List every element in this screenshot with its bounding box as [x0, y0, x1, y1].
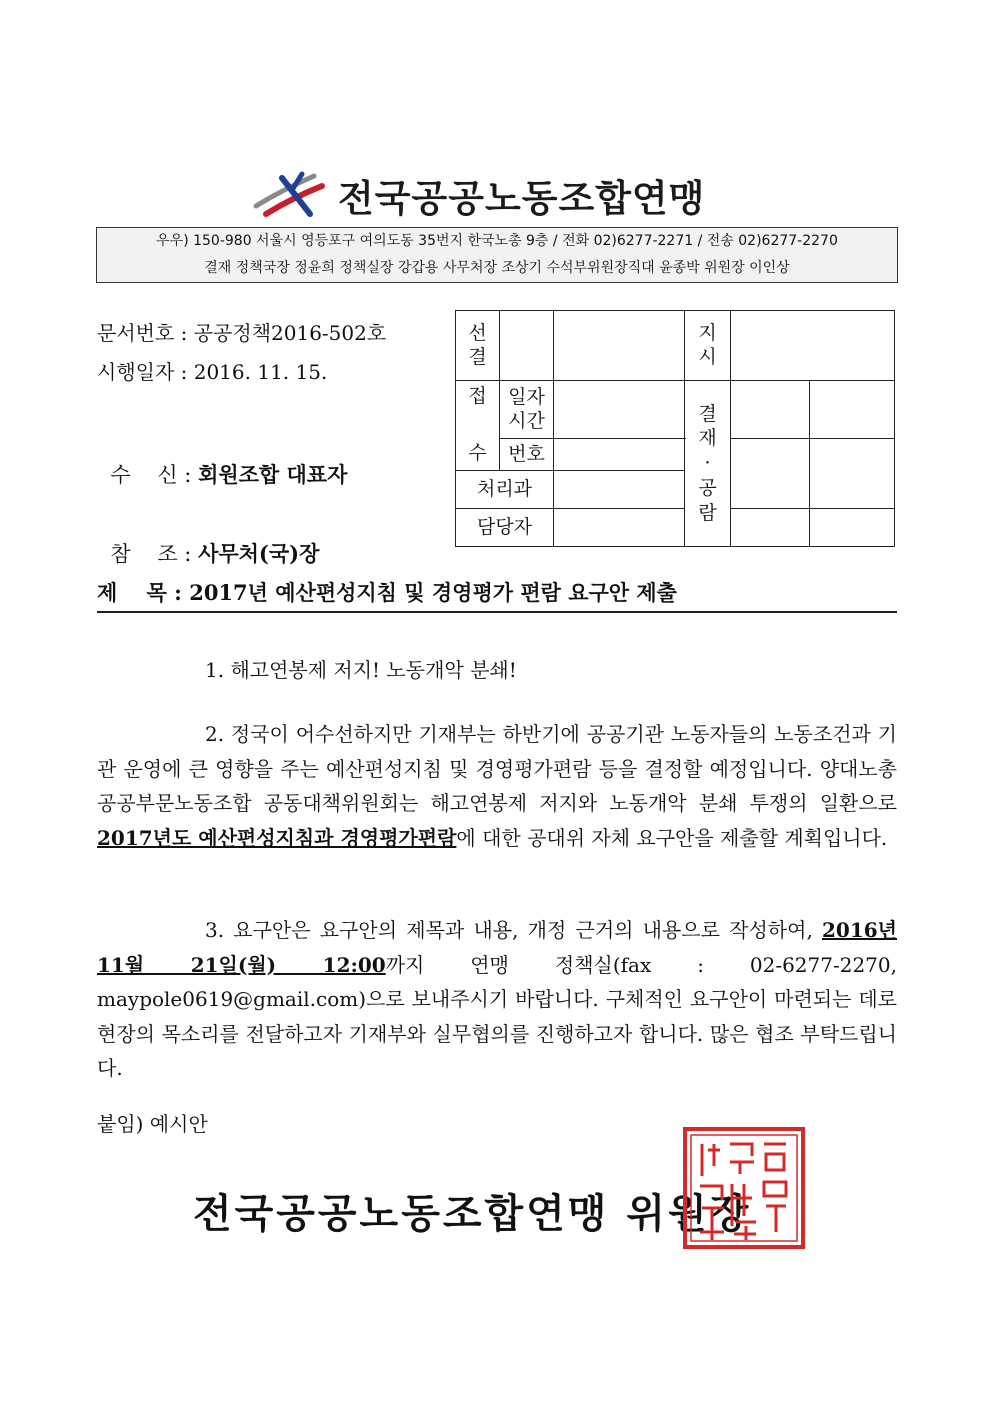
approval-cell — [554, 311, 685, 381]
paragraph-3-deadline: 2016년 11월 21일(월) 12:00 — [97, 918, 897, 977]
approval-cell — [731, 509, 810, 547]
approval-table — [455, 310, 895, 547]
recipient-value: 회원조합 대표자 — [198, 462, 348, 487]
approval-cell — [731, 311, 895, 381]
approval-cell — [731, 381, 810, 439]
subject-text: 2017년 예산편성지침 및 경영평가 편람 요구안 제출 — [189, 580, 677, 605]
jeop-label: 접 — [468, 385, 487, 407]
doc-number — [97, 317, 386, 346]
address-box — [96, 227, 898, 283]
approval-line: 결재 정책국장 정윤희 정책실장 강갑용 사무처장 조상기 수석부위원장직대 윤종박 위원장 이인상 — [204, 260, 790, 276]
approval-cell — [554, 509, 685, 547]
recipient-label: 수 신 : — [110, 463, 199, 487]
ilja-label: 일자 시간 — [500, 381, 554, 439]
jisi-label: 지 시 — [685, 311, 731, 381]
recipient — [97, 435, 347, 489]
approval-cell — [554, 439, 685, 471]
cheorigwa-label: 처리과 — [456, 471, 554, 509]
doc-number-value: 공공정책2016-502호 — [193, 321, 387, 345]
attachment-note: 붙임) 예시안 — [97, 1112, 208, 1136]
subject-label: 제 목 : — [97, 580, 190, 605]
official-seal-icon — [682, 1126, 806, 1250]
paragraph-1: 1. 해고연봉제 저지! 노동개악 분쇄! — [205, 658, 517, 682]
paragraph-3-text: 3. 요구안은 요구안의 제목과 내용, 개정 근거의 내용으로 작성하여, — [205, 918, 813, 942]
signature: 전국공공노동조합연맹 위원장 — [193, 1191, 752, 1237]
seongyeol-label: 선 결 — [456, 311, 500, 381]
paragraph-3 — [97, 913, 897, 1086]
paragraph-2 — [97, 717, 897, 855]
subject — [97, 577, 897, 613]
reference-label: 참 조 : — [110, 542, 199, 566]
approval-cell — [810, 509, 895, 547]
reference-value: 사무처(국)장 — [198, 541, 320, 566]
approval-cell — [810, 439, 895, 509]
damdangja-label: 담당자 — [456, 509, 554, 547]
union-logo-icon — [252, 170, 332, 220]
beonho-label: 번호 — [500, 439, 554, 471]
approval-cell — [500, 311, 554, 381]
org-title: 전국공공노동조합연맹 — [338, 177, 706, 220]
approval-cell — [731, 439, 810, 509]
address-line: 우우) 150-980 서울시 영등포구 여의도동 35번지 한국노총 9층 / 전화 02)6277-2271 / 전송 02)6277-2270 — [156, 233, 838, 249]
paragraph-2-text-end: 에 대한 공대위 자체 요구안을 제출할 계획입니다. — [456, 825, 888, 850]
su-label: 수 — [468, 442, 487, 465]
paragraph-2-highlight: 2017년도 예산편성지침과 경영평가편람 — [97, 825, 457, 850]
issue-date-value: 2016. 11. 15. — [193, 360, 328, 384]
approval-cell — [554, 471, 685, 509]
issue-date-label: 시행일자 : — [97, 360, 194, 384]
paragraph-2-text: 2. 정국이 어수선하지만 기재부는 하반기에 공공기관 노동자들의 노동조건과 기관 운영에 큰 영향을 주는 예산편성지침 및 경영평가편람 등을 결정할 예정입니다. 양대노총 공공부문노동조합 공동대책위원회는 해고연봉제 저지와 노동개악 분쇄 투쟁의 일환으로 — [97, 722, 897, 815]
issue-date — [97, 356, 327, 385]
reference — [97, 514, 319, 568]
approval-cell — [810, 381, 895, 439]
gyeoljae-label: 결 재 · 공 람 — [685, 381, 731, 547]
doc-number-label: 문서번호 : — [97, 321, 194, 345]
approval-cell — [554, 381, 685, 439]
paragraph-3-text-end: 까지 연맹 정책실(fax : 02-6277-2270, maypole0619@gmail.com)으로 보내주시기 바랍니다. 구체적인 요구안이 마련되는 데로 현장의 목소리를 전달하고자 기재부와 실무협의를 진행하고자 합니다. 많은 협조 부탁드립니다. — [97, 952, 897, 1080]
jeopsu-cell — [456, 381, 500, 471]
